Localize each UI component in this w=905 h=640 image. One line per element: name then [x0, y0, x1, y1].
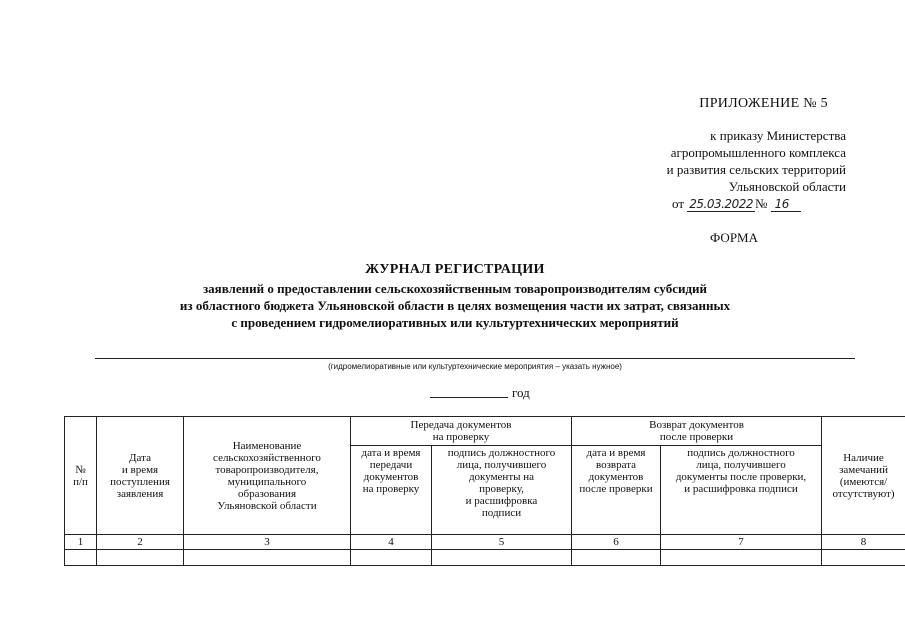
number-prefix: № [754, 196, 768, 211]
table-cell[interactable] [351, 550, 432, 566]
column-number: 8 [822, 535, 905, 550]
column-number: 5 [432, 535, 572, 550]
column-number-row [65, 535, 905, 550]
subtitle-line: заявлений о предоставлении сельскохозяйственным товаропроизводителям субсидий [202, 281, 708, 296]
column-number: 7 [661, 535, 822, 550]
table-cell[interactable] [822, 550, 905, 566]
order-line: агропромышленного комплекса [670, 145, 846, 160]
subtitle-line: с проведением гидромелиоративных или культуртехнических мероприятий [231, 315, 679, 330]
header-num: № п/п [65, 417, 97, 535]
order-reference [520, 127, 846, 195]
column-number: 3 [184, 535, 351, 550]
header-return-group: Возврат документов после проверки [572, 417, 822, 446]
table-cell[interactable] [184, 550, 351, 566]
registration-table [64, 416, 905, 566]
column-number: 1 [65, 535, 97, 550]
order-line: к приказу Министерства [710, 128, 846, 143]
empty-data-row [65, 550, 905, 566]
table-cell[interactable] [65, 550, 97, 566]
handwritten-number: 16 [771, 197, 801, 212]
table-cell[interactable] [661, 550, 822, 566]
table-cell[interactable] [432, 550, 572, 566]
header-transfer-group: Передача документов на проверку [351, 417, 572, 446]
order-date-line [672, 196, 801, 212]
header-date-in: Дата и время поступления заявления [97, 417, 184, 535]
year-label: год [512, 385, 530, 400]
table-cell[interactable] [97, 550, 184, 566]
subtitle-line: из областного бюджета Ульяновской области в целях возмещения части их затрат, связанных [179, 298, 731, 313]
header-transfer-date: дата и время передачи документов на проверку [351, 446, 432, 535]
year-fill-line [430, 397, 508, 398]
form-label: ФОРМА [710, 230, 758, 245]
order-line: и развития сельских территорий [666, 162, 846, 177]
column-number: 4 [351, 535, 432, 550]
header-return-date: дата и время возврата документов после проверки [572, 446, 661, 535]
column-number: 2 [97, 535, 184, 550]
header-remarks: Наличие замечаний (имеются/ отсутствуют) [822, 417, 905, 535]
measure-type-hint: (гидромелиоративные или культуртехнические мероприятия – указать нужное) [328, 362, 622, 371]
appendix-title: ПРИЛОЖЕНИЕ № 5 [699, 96, 828, 111]
order-line: Ульяновской области [728, 179, 846, 194]
header-row [65, 417, 905, 446]
header-producer-name: Наименование сельскохозяйственного товаропроизводителя, муниципального образования Ульяновской области [184, 417, 351, 535]
handwritten-date: 25.03.2022 [689, 197, 753, 211]
date-prefix: от [672, 196, 685, 211]
journal-subtitle [110, 280, 800, 331]
header-return-sign: подпись должностного лица, получившего документы после проверки, и расшифровка подписи [661, 446, 822, 535]
measure-type-fill-line [95, 358, 855, 359]
header-transfer-sign: подпись должностного лица, получившего документы на проверку, и расшифровка подписи [432, 446, 572, 535]
table-cell[interactable] [572, 550, 661, 566]
column-number: 6 [572, 535, 661, 550]
journal-title: ЖУРНАЛ РЕГИСТРАЦИИ [365, 262, 545, 277]
